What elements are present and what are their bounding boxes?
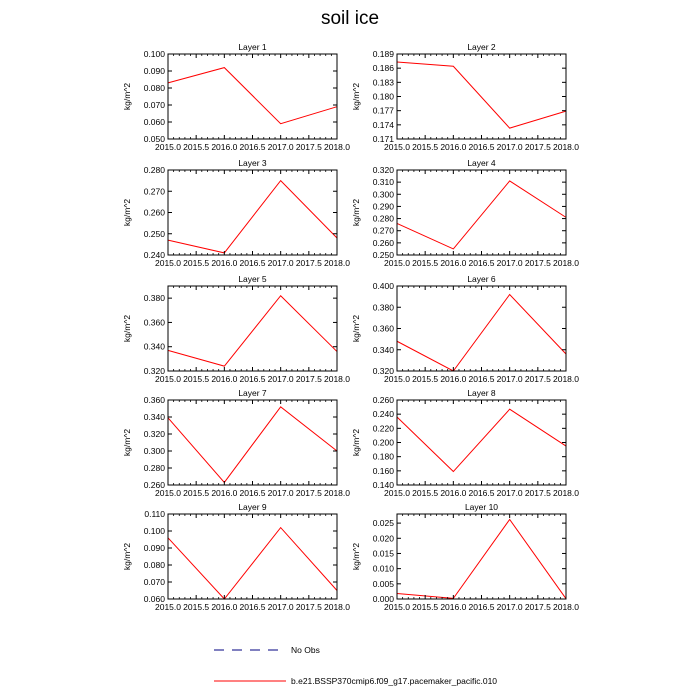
subplot-title: Layer 10 xyxy=(464,502,499,512)
y-tick-label: 0.140 xyxy=(372,480,394,490)
x-tick-label: 2017.0 xyxy=(267,602,294,612)
x-tick-label: 2016.0 xyxy=(440,602,467,612)
x-tick-label: 2015.0 xyxy=(155,602,181,612)
y-tick-label: 0.340 xyxy=(143,341,165,352)
x-tick-label: 2017.0 xyxy=(496,602,523,612)
x-tick-label: 2015.5 xyxy=(183,488,210,498)
y-tick-label: 0.300 xyxy=(372,189,394,200)
x-tick-label: 2016.5 xyxy=(468,258,495,268)
y-tick-label: 0.080 xyxy=(143,83,165,93)
legend-label: b.e21.BSSP370cmip6.f09_g17.pacemaker_pacific.010 xyxy=(291,676,498,686)
y-tick-label: 0.110 xyxy=(144,509,165,519)
y-tick-label: 0.183 xyxy=(372,77,394,88)
y-tick-label: 0.240 xyxy=(372,409,394,420)
subplot-title: Layer 9 xyxy=(238,502,267,512)
x-tick-label: 2017.5 xyxy=(295,602,322,612)
subplot-title: Layer 1 xyxy=(238,42,267,52)
x-tick-label: 2017.0 xyxy=(267,488,294,498)
x-tick-label: 2015.5 xyxy=(183,602,210,612)
x-tick-label: 2018.0 xyxy=(324,374,350,384)
y-axis-label: kg/m^2 xyxy=(122,82,132,111)
y-tick-label: 0.260 xyxy=(143,480,165,490)
x-tick-label: 2015.5 xyxy=(412,142,439,152)
x-tick-label: 2016.5 xyxy=(239,142,266,152)
y-axis-label: kg/m^2 xyxy=(351,198,361,227)
y-tick-label: 0.320 xyxy=(143,429,165,439)
y-tick-label: 0.100 xyxy=(143,49,165,59)
y-tick-label: 0.360 xyxy=(372,323,394,334)
y-tick-label: 0.250 xyxy=(372,250,394,260)
x-tick-label: 2017.5 xyxy=(295,258,322,268)
y-axis-label: kg/m^2 xyxy=(351,82,361,111)
legend-entry-series xyxy=(214,676,497,686)
x-tick-label: 2017.0 xyxy=(496,142,523,152)
x-tick-label: 2016.0 xyxy=(440,488,467,498)
y-axis-label: kg/m^2 xyxy=(351,542,361,571)
y-tick-label: 0.220 xyxy=(372,423,394,434)
y-tick-label: 0.380 xyxy=(372,302,394,313)
y-tick-label: 0.070 xyxy=(143,577,165,587)
y-tick-label: 0.290 xyxy=(372,201,394,212)
x-tick-label: 2017.5 xyxy=(524,258,551,268)
x-tick-label: 2018.0 xyxy=(324,488,350,498)
x-tick-label: 2015.5 xyxy=(412,602,439,612)
y-tick-label: 0.180 xyxy=(372,451,394,462)
y-tick-label: 0.270 xyxy=(372,225,394,236)
x-tick-label: 2015.5 xyxy=(412,488,439,498)
subplot-title: Layer 6 xyxy=(467,274,496,284)
y-tick-label: 0.010 xyxy=(372,563,394,574)
x-tick-label: 2016.5 xyxy=(468,142,495,152)
x-tick-label: 2017.5 xyxy=(295,488,322,498)
y-tick-label: 0.080 xyxy=(143,560,165,570)
y-tick-label: 0.360 xyxy=(143,395,165,405)
y-tick-label: 0.260 xyxy=(372,237,394,248)
x-tick-label: 2015.0 xyxy=(384,142,410,152)
subplot-title: Layer 5 xyxy=(238,274,267,284)
y-tick-label: 0.189 xyxy=(372,49,394,59)
x-tick-label: 2015.0 xyxy=(155,258,181,268)
x-tick-label: 2015.0 xyxy=(384,258,410,268)
y-tick-label: 0.186 xyxy=(372,63,394,74)
x-tick-label: 2016.5 xyxy=(239,374,266,384)
y-tick-label: 0.250 xyxy=(143,228,165,239)
x-tick-label: 2015.0 xyxy=(155,142,181,152)
y-tick-label: 0.174 xyxy=(372,119,394,130)
x-tick-label: 2016.5 xyxy=(468,602,495,612)
x-tick-label: 2017.5 xyxy=(524,374,551,384)
y-tick-label: 0.270 xyxy=(143,186,165,197)
x-tick-label: 2016.0 xyxy=(440,374,467,384)
y-tick-label: 0.000 xyxy=(372,594,394,604)
y-tick-label: 0.060 xyxy=(143,594,165,604)
y-axis-label: kg/m^2 xyxy=(351,314,361,343)
y-tick-label: 0.177 xyxy=(372,105,394,116)
x-tick-label: 2016.0 xyxy=(211,602,238,612)
y-tick-label: 0.050 xyxy=(143,134,165,144)
y-tick-label: 0.280 xyxy=(143,463,165,473)
x-tick-label: 2015.0 xyxy=(384,602,410,612)
x-tick-label: 2016.5 xyxy=(239,258,266,268)
x-tick-label: 2017.5 xyxy=(524,602,551,612)
x-tick-label: 2017.5 xyxy=(524,142,551,152)
x-tick-label: 2017.0 xyxy=(496,258,523,268)
x-tick-label: 2018.0 xyxy=(553,142,579,152)
y-tick-label: 0.280 xyxy=(143,165,165,175)
x-tick-label: 2015.5 xyxy=(412,258,439,268)
y-tick-label: 0.300 xyxy=(143,446,165,456)
y-tick-label: 0.070 xyxy=(143,100,165,110)
y-tick-label: 0.090 xyxy=(143,543,165,553)
y-tick-label: 0.200 xyxy=(372,437,394,448)
x-tick-label: 2015.0 xyxy=(384,374,410,384)
y-tick-label: 0.400 xyxy=(372,281,394,291)
x-tick-label: 2016.5 xyxy=(239,602,266,612)
x-tick-label: 2018.0 xyxy=(324,142,350,152)
x-tick-label: 2016.5 xyxy=(239,488,266,498)
y-tick-label: 0.060 xyxy=(143,117,165,127)
x-tick-label: 2017.5 xyxy=(524,488,551,498)
y-axis-label: kg/m^2 xyxy=(122,314,132,343)
x-tick-label: 2018.0 xyxy=(553,488,579,498)
x-tick-label: 2016.0 xyxy=(211,258,238,268)
y-tick-label: 0.340 xyxy=(372,344,394,355)
y-tick-label: 0.240 xyxy=(143,250,165,260)
x-tick-label: 2016.0 xyxy=(440,142,467,152)
y-tick-label: 0.090 xyxy=(143,66,165,76)
subplot-title: Layer 8 xyxy=(467,388,496,398)
x-tick-label: 2018.0 xyxy=(324,258,350,268)
x-tick-label: 2015.5 xyxy=(183,142,210,152)
x-tick-label: 2017.0 xyxy=(496,374,523,384)
y-tick-label: 0.380 xyxy=(143,293,165,304)
subplot-title: Layer 7 xyxy=(238,388,267,398)
x-tick-label: 2015.0 xyxy=(384,488,410,498)
x-tick-label: 2016.0 xyxy=(211,374,238,384)
y-tick-label: 0.320 xyxy=(372,165,394,175)
x-tick-label: 2017.0 xyxy=(267,258,294,268)
y-tick-label: 0.260 xyxy=(143,207,165,218)
x-tick-label: 2016.5 xyxy=(468,374,495,384)
x-tick-label: 2016.0 xyxy=(211,488,238,498)
y-tick-label: 0.320 xyxy=(143,366,165,376)
x-tick-label: 2015.5 xyxy=(183,258,210,268)
y-tick-label: 0.005 xyxy=(372,578,394,589)
subplot-title: Layer 2 xyxy=(467,42,496,52)
x-tick-label: 2015.0 xyxy=(155,488,181,498)
y-tick-label: 0.280 xyxy=(372,213,394,224)
x-tick-label: 2015.5 xyxy=(412,374,439,384)
y-tick-label: 0.100 xyxy=(143,526,165,536)
x-tick-label: 2018.0 xyxy=(553,602,579,612)
x-tick-label: 2015.0 xyxy=(155,374,181,384)
figure-title: soil ice xyxy=(320,8,380,29)
y-tick-label: 0.015 xyxy=(372,548,394,559)
x-tick-label: 2016.0 xyxy=(211,142,238,152)
x-tick-label: 2016.0 xyxy=(440,258,467,268)
x-tick-label: 2015.5 xyxy=(183,374,210,384)
y-tick-label: 0.160 xyxy=(372,465,394,476)
x-tick-label: 2018.0 xyxy=(553,374,579,384)
y-tick-label: 0.020 xyxy=(372,533,394,544)
x-tick-label: 2018.0 xyxy=(324,602,350,612)
legend-entry-no-obs xyxy=(214,645,320,655)
x-tick-label: 2017.5 xyxy=(295,374,322,384)
x-tick-label: 2017.0 xyxy=(496,488,523,498)
y-tick-label: 0.180 xyxy=(372,91,394,102)
subplot-title: Layer 4 xyxy=(467,158,496,168)
legend-label: No Obs xyxy=(291,645,320,655)
y-tick-label: 0.025 xyxy=(372,518,394,529)
x-tick-label: 2018.0 xyxy=(553,258,579,268)
x-tick-label: 2016.5 xyxy=(468,488,495,498)
y-tick-label: 0.360 xyxy=(143,317,165,328)
y-axis-label: kg/m^2 xyxy=(122,198,132,227)
y-tick-label: 0.171 xyxy=(372,134,394,144)
x-tick-label: 2017.0 xyxy=(267,374,294,384)
y-axis-label: kg/m^2 xyxy=(122,428,132,457)
y-axis-label: kg/m^2 xyxy=(351,428,361,457)
y-tick-label: 0.320 xyxy=(372,366,394,376)
subplot-title: Layer 3 xyxy=(238,158,267,168)
x-tick-label: 2017.5 xyxy=(295,142,322,152)
y-tick-label: 0.340 xyxy=(143,412,165,422)
y-tick-label: 0.310 xyxy=(372,177,394,188)
x-tick-label: 2017.0 xyxy=(267,142,294,152)
y-tick-label: 0.260 xyxy=(372,395,394,405)
y-axis-label: kg/m^2 xyxy=(122,542,132,571)
